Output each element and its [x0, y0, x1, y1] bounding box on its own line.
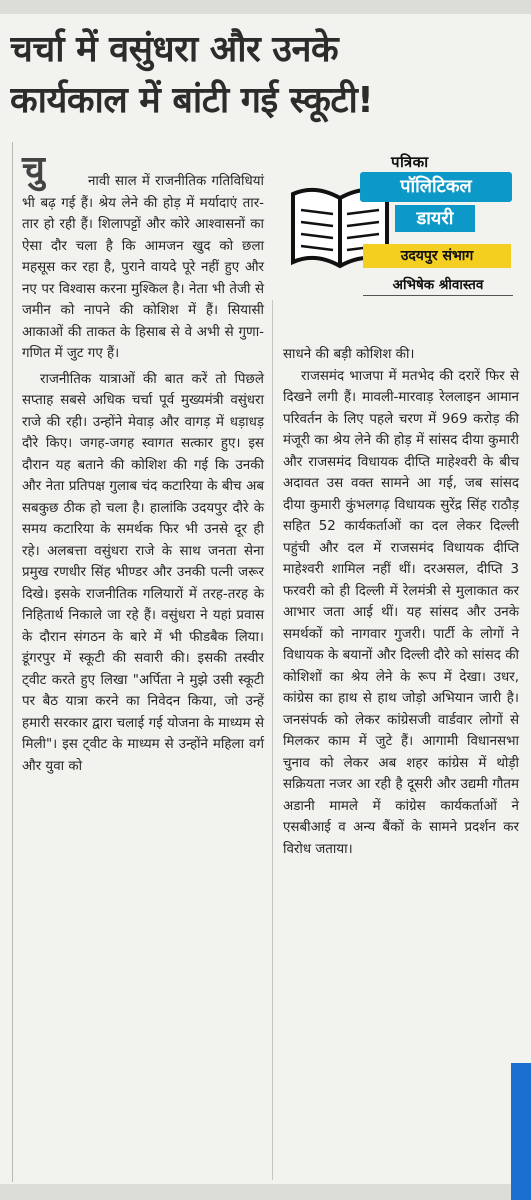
top-edge: [0, 0, 531, 14]
article-column-2: [283, 344, 519, 860]
drop-cap: चु: [22, 149, 45, 190]
column-title-line-2: डायरी: [395, 205, 475, 232]
column-title-line-1: पॉलिटिकल: [360, 172, 512, 202]
left-margin-rule: [12, 142, 13, 1182]
author-byline: अभिषेक श्रीवास्तव: [392, 277, 484, 293]
headline-line-2: कार्यकाल में बांटी गई स्कूटी!: [10, 80, 374, 121]
bottom-edge: [0, 1184, 531, 1200]
article-column-1: [22, 171, 264, 777]
column-logo: [285, 150, 521, 300]
brand-name: पत्रिका: [391, 153, 429, 171]
headline-line-1: चर्चा में वसुंधरा और उनके: [10, 29, 339, 70]
paragraph: राजसमंद भाजपा में मतभेद की दरारें फिर से दिखने लगी हैं। मावली-मारवाड़ रेललाइन आमान परिवर्तन के लिए पहले चरण में 969 करोड़ की मंजूरी का श्रेय लेने की होड़ में सांसद दीया कुमारी और राजसमंद विधायक दीप्ति माहेश्वरी के बीच अदावत उस वक्त सामने आ गई, जब सांसद दीया कुमारी कुंभलगढ़ विधायक सुरेंद्र सिंह राठौड़ सहित 52 कार्यकर्ताओं का दल लेकर दिल्ली पहुंची और दल में राजसमंद विधायक दीप्ति माहेश्वरी शामिल नहीं थीं। दरअसल, दीप्ति 3 फरवरी को ही दिल्ली में रेलमंत्री से मुलाकात कर आभार जता आई थीं। यह सांसद और उनके समर्थकों को नागवार गुजरी। पार्टी के लोगों ने विधायक के बयानों और दिल्ली दौरे को सांसद की कोशिशों का श्रेय लेने के रूप में देखा। उधर, कांग्रेस का हाथ से हाथ जोड़ो अभियान जारी है। जनसंपर्क को लेकर कांग्रेसजी वार्डवार लोगों से मिलकर काम में जुटे हैं। आगामी विधानसभा चुनाव को लेकर अब शहर कांग्रेस में थोड़ी सक्रियता नजर आ रही है दूसरी और उद्यमी गौतम अडानी मामले में कांग्रेस कार्यकर्ताओं ने एसबीआई व अन्य बैंकों के सामने प्रदर्शन कर विरोध जताया।: [283, 368, 519, 857]
paragraph-text: नावी साल में राजनीतिक गतिविधियां भी बढ़ गई हैं। श्रेय लेने की होड़ में मर्यादाएं तार-तार हो रही हैं। शिलापट्टों और कोरे आश्वासनों का ऐसा दौर चला है कि आमजन खुद को छला महसूस कर रहा है, पुराने वायदे पूरे नहीं हुए और नए पर विश्वास करना मुश्किल है। नेता भी तेजी से जमीन को नापने की कोशिश में हैं। सियासी आकाओं की ताकत के हिसाब से वे अभी से गुणा-गणित में जुट गए हैं।: [22, 174, 264, 361]
paragraph: राजनीतिक यात्राओं की बात करें तो पिछले सप्ताह सबसे अधिक चर्चा पूर्व मुख्यमंत्री वसुंधरा राजे की रही। उन्होंने मेवाड़ और वागड़ में धड़ाधड़ दौरे किए। जगह-जगह स्वागत सत्कार हुए। इस दौरान यह बताने की कोशिश की गई कि उनकी और नेता प्रतिपक्ष गुलाब चंद कटारिया के बीच अब सबकुछ ठीक हो चला है। हालांकि उदयपुर दौरे के समय कटारिया के समर्थक फिर भी उनसे दूर ही रहे। अलबत्ता वसुंधरा राजे के साथ जनता सेना प्रमुख रणधीर सिंह भीण्डर और उनकी पत्नी जरूर दिखे। इसके राजनीतिक गलियारों में तरह-तरह के निहितार्थ निकाले जा रहे हैं। वसुंधरा ने यहां प्रवास के दौरान संगठन के बारे में भी फीडबैक लिया। डूंगरपुर में स्कूटी की सवारी की। इसकी तस्वीर ट्वीट करते हुए लिखा "अर्पिता ने मुझे उसी स्कूटी पर बैठ यात्रा करने का निवेदन किया, जो उन्हें हमारी सरकार द्वारा चलाई गई योजना के माध्यम से मिली"। इस ट्वीट के माध्यम से उन्होंने महिला वर्ग और युवा को: [22, 371, 264, 774]
column-divider: [272, 300, 273, 1180]
paragraph: [22, 171, 264, 365]
byline-rule: [363, 295, 513, 296]
headline: [10, 24, 525, 126]
blue-corner-bar: [511, 1063, 531, 1200]
paragraph: साधने की बड़ी कोशिश की।: [283, 347, 415, 362]
region-label: उदयपुर संभाग: [363, 244, 511, 268]
